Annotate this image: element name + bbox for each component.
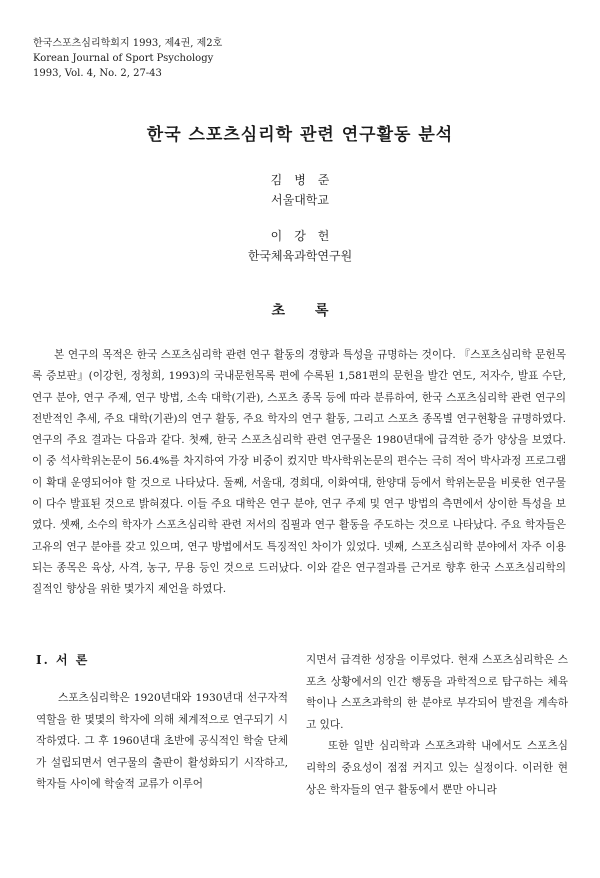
- body-paragraph: 지면서 급격한 성장을 이루었다. 현재 스포츠심리학은 스포츠 상황에서의 인간 행동을 과학적으로 탐구하는 체육학이나 스포츠과학의 한 분야로 부각되어 발전을 계속하고 있다.: [306, 654, 568, 731]
- section-heading: Ⅰ. 서 론: [36, 653, 90, 667]
- author-affiliation: 한국체육과학연구원: [247, 249, 353, 263]
- abstract-text: 본 연구의 목적은 한국 스포츠심리학 관련 연구 활동의 경향과 특성을 규명하는 것이다. 『스포츠심리학 문헌목록 증보판』(이강헌, 정청희, 1993)의 국내문헌목록 편에 수록된 1,581편의 문헌을 발간 연도, 저자수, 발표 수단, 연구 분야, 연구 주제, 연구 방법, 소속 대학(기관), 스포츠 종목 등에 따라 분류하여, 한국 스포츠심리학 관련 연구의 전반적인 추세, 주요 대학(기관)의 연구 활동, 주요 학자의 연구 활동, 그리고 스포츠 종목별 연구현황을 규명하였다. 연구의 주요 결과는 다음과 같다. 첫째, 한국 스포츠심리학 관련 연구물은 1980년대에 급격한 증가 양상을 보였다. 이 중 석사학위논문이 56.4%를 차지하여 가장 비중이 컸지만 박사학위논문의 편수는 극히 적어 박사과정 프로그램이 확대 운영되어야 할 것으로 나타났다. 둘째, 서울대, 경희대, 이화여대, 한양대 등에서 학위논문을 비롯한 연구물이 다수 발표된 것으로 밝혀졌다. 이들 주요 대학은 연구 분야, 연구 주제 및 연구 방법의 측면에서 상이한 특성을 보였다. 셋째, 소수의 학자가 스포츠심리학 관련 저서의 집필과 연구 활동을 주도하는 것으로 나타났다. 주요 학자들은 고유의 연구 분야를 갖고 있으며, 연구 방법에서도 특징적인 차이가 있었다. 넷째, 스포츠심리학 분야에서 자주 이용되는 종목은 육상, 사격, 농구, 무용 등인 것으로 드러났다. 이와 같은 연구결과를 근거로 향후 한국 스포츠심리학의 질적인 향상을 위한 몇가지 제언을 하였다.: [32, 349, 566, 596]
- author-block-2: [0, 226, 600, 266]
- author-block-1: [0, 170, 600, 210]
- author-name: 김병준: [270, 173, 342, 187]
- journal-volume-info: 1993, Vol. 4, No. 2, 27-43: [33, 68, 162, 79]
- body-column-right: [306, 650, 568, 801]
- paper-title: 한국 스포츠심리학 관련 연구활동 분석: [146, 125, 454, 145]
- body-paragraph: 스포츠심리학은 1920년대와 1930년대 선구자적 역할을 한 몇몇의 학자에 의해 체계적으로 연구되기 시작하였다. 그 후 1960년대 초반에 공식적인 학술 단체가 설립되면서 연구물의 출판이 활성화되기 시작하고, 학자들 사이에 학술적 교류가 이루어: [36, 692, 288, 791]
- body-column-left: [36, 650, 288, 796]
- body-paragraph: 또한 일반 심리학과 스포츠과학 내에서도 스포츠심리학의 중요성이 점점 커지고 있는 실정이다. 이러한 현상은 학자들의 연구 활동에서 뿐만 아니라: [306, 740, 568, 796]
- journal-korean-citation: 한국스포츠심리학회지 1993, 제4권, 제2호: [33, 38, 223, 49]
- author-name: 이강헌: [270, 229, 342, 243]
- journal-english-name: Korean Journal of Sport Psychology: [33, 53, 214, 64]
- author-affiliation: 서울대학교: [271, 193, 329, 207]
- abstract-heading: 초록: [271, 303, 359, 319]
- journal-header: [33, 36, 222, 81]
